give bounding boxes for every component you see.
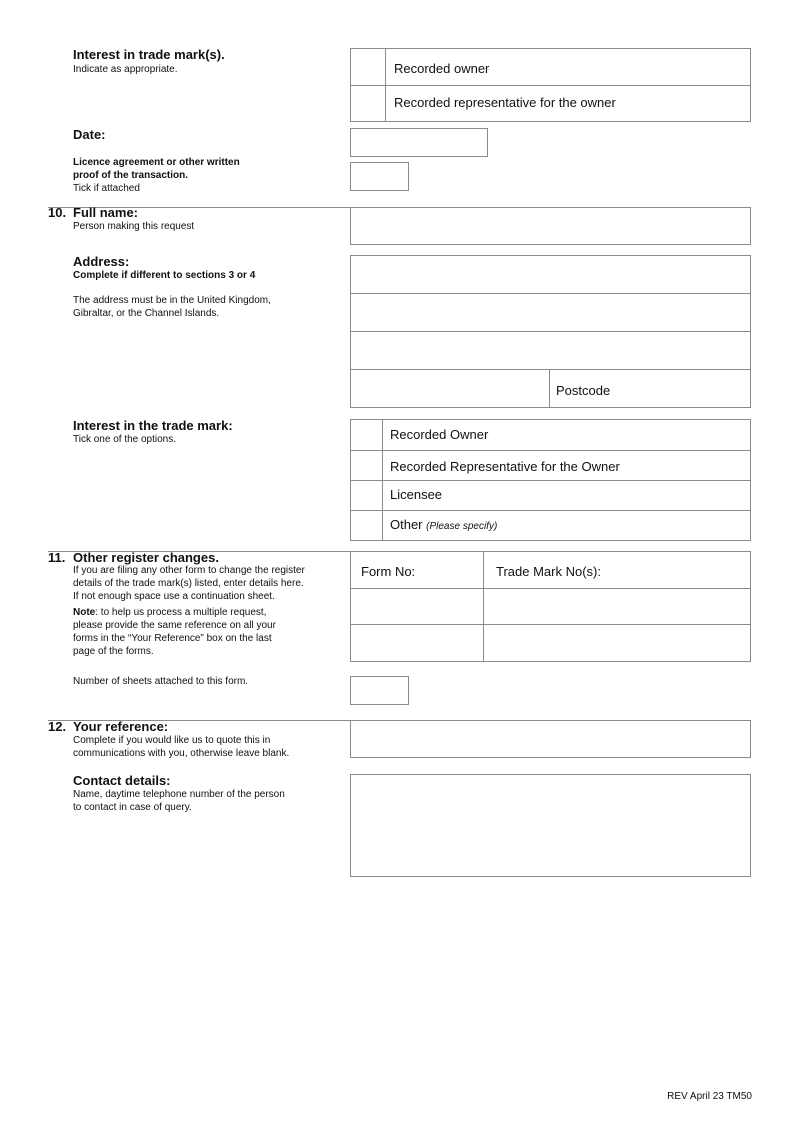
form-no-header — [350, 551, 484, 589]
interest-other-label — [390, 517, 497, 535]
interest-recorded-representative-label: Recorded Representative for the Owner — [390, 459, 620, 474]
address-note-line1: The address must be in the United Kingdom, — [73, 295, 271, 306]
interest-trade-marks-heading: Interest in trade mark(s). — [73, 47, 225, 62]
full-name-heading: Full name: — [73, 205, 139, 220]
interest-recorded-owner-checkbox[interactable] — [350, 419, 383, 451]
your-reference-input[interactable] — [350, 720, 751, 758]
section-12-number: 12. — [48, 719, 67, 734]
interest-other-checkbox[interactable] — [350, 510, 383, 541]
interest-other-text: Other — [390, 517, 423, 532]
note-label: Note — [73, 607, 96, 618]
address-line-1-input[interactable] — [350, 255, 751, 294]
interest-licensee-checkbox[interactable] — [350, 480, 383, 511]
interest-licensee-label: Licensee — [390, 487, 443, 502]
recorded-owner-checkbox[interactable] — [350, 48, 386, 86]
trade-mark-nos-header — [483, 551, 751, 589]
revision-footer: REV April 23 TM50 — [667, 1091, 752, 1102]
interest-other-option[interactable] — [382, 510, 751, 541]
postcode-label: Postcode — [556, 383, 611, 398]
your-reference-heading: Your reference: — [73, 719, 169, 734]
recorded-owner-label: Recorded owner — [394, 61, 490, 76]
sheets-attached-label: Number of sheets attached to this form. — [73, 676, 249, 687]
trade-mark-nos-input-2[interactable] — [483, 624, 751, 662]
other-register-note-4: page of the forms. — [73, 646, 154, 657]
recorded-representative-label: Recorded representative for the owner — [394, 95, 616, 110]
address-line-3-input[interactable] — [350, 331, 751, 370]
date-input[interactable] — [350, 128, 488, 157]
interest-recorded-representative-checkbox[interactable] — [350, 450, 383, 481]
other-register-changes-heading: Other register changes. — [73, 550, 219, 565]
section-10-number: 10. — [48, 205, 67, 220]
address-note-line2: Gibraltar, or the Channel Islands. — [73, 308, 220, 319]
recorded-representative-option — [385, 85, 751, 122]
section-11-number: 11. — [48, 550, 66, 565]
recorded-owner-option — [385, 48, 751, 86]
your-reference-sub-1: Complete if you would like us to quote this in — [73, 735, 271, 746]
other-register-note-3: forms in the “Your Reference” box on the last — [73, 633, 272, 644]
licence-sub: Tick if attached — [73, 183, 140, 194]
trade-mark-nos-input-1[interactable] — [483, 588, 751, 625]
address-sub: Complete if different to sections 3 or 4 — [73, 270, 256, 281]
contact-details-heading: Contact details: — [73, 773, 171, 788]
contact-details-sub-1: Name, daytime telephone number of the person — [73, 789, 285, 800]
trade-mark-nos-label: Trade Mark No(s): — [496, 564, 601, 579]
interest-recorded-representative-option — [382, 450, 751, 481]
interest-recorded-owner-option — [382, 419, 751, 451]
contact-details-input[interactable] — [350, 774, 751, 877]
contact-details-sub-2: to contact in case of query. — [73, 802, 192, 813]
form-no-input-1[interactable] — [350, 588, 484, 625]
interest-trade-mark-sub: Tick one of the options. — [73, 434, 177, 445]
other-register-desc-3: If not enough space use a continuation sheet. — [73, 591, 275, 602]
address-line-2-input[interactable] — [350, 293, 751, 332]
other-register-desc-1: If you are filing any other form to change the register — [73, 565, 305, 576]
form-no-input-2[interactable] — [350, 624, 484, 662]
postcode-input[interactable] — [549, 369, 751, 408]
sheets-attached-input[interactable] — [350, 676, 409, 705]
address-line-4-input[interactable] — [350, 369, 550, 408]
date-heading: Date: — [73, 127, 106, 142]
full-name-input[interactable] — [350, 207, 751, 245]
licence-attached-checkbox[interactable] — [350, 162, 409, 191]
recorded-representative-checkbox[interactable] — [350, 85, 386, 122]
form-no-label: Form No: — [361, 564, 416, 579]
interest-trade-marks-sub: Indicate as appropriate. — [73, 64, 178, 75]
other-register-desc-2: details of the trade mark(s) listed, enter details here. — [73, 578, 304, 589]
note-text-1: : to help us process a multiple request, — [95, 607, 267, 618]
other-register-note-1 — [73, 606, 266, 619]
licence-line1: Licence agreement or other written — [73, 157, 240, 168]
full-name-sub: Person making this request — [73, 221, 195, 232]
interest-trade-mark-heading: Interest in the trade mark: — [73, 418, 233, 433]
interest-licensee-option — [382, 480, 751, 511]
interest-recorded-owner-label: Recorded Owner — [390, 427, 489, 442]
interest-other-hint: (Please specify) — [426, 521, 498, 532]
address-heading: Address: — [73, 254, 130, 269]
other-register-note-2: please provide the same reference on all your — [73, 620, 276, 631]
licence-line2: proof of the transaction. — [73, 170, 188, 181]
your-reference-sub-2: communications with you, otherwise leave blank. — [73, 748, 290, 759]
